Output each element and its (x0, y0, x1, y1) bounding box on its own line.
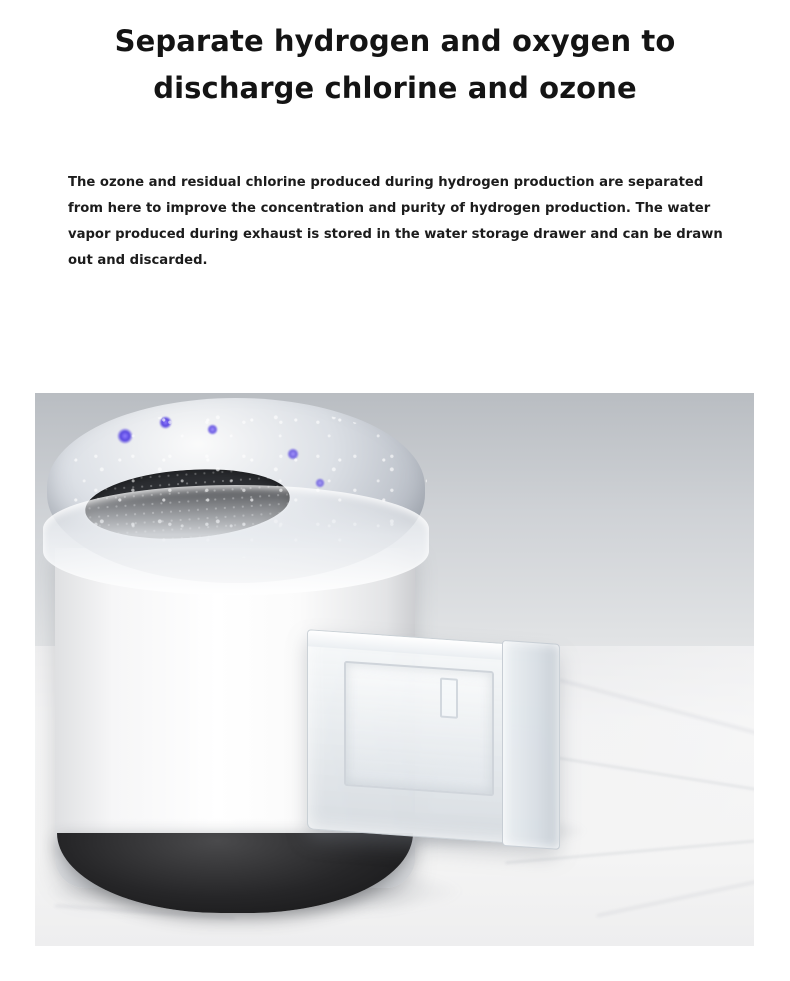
page-title (0, 0, 790, 112)
description-paragraph: The ozone and residual chlorine produced during hydrogen production are separated from here to improve the concentration and purity of hydrogen production. The water vapor produced during exhaust is stored in the water storage drawer and can be drawn out and discarded. (68, 174, 723, 268)
lid-rim (43, 485, 429, 595)
photo-scene (35, 393, 754, 946)
page-title-line-2: discharge chlorine and ozone (153, 70, 637, 105)
marble-vein (597, 877, 754, 916)
drawer-slot (440, 677, 458, 718)
drawer-front-face (502, 640, 560, 850)
drawer-inner-chamber (344, 661, 494, 796)
water-storage-drawer (307, 629, 559, 847)
marble-vein (558, 679, 754, 735)
page-title-line-1: Separate hydrogen and oxygen to (114, 24, 676, 58)
product-photo (35, 393, 754, 946)
